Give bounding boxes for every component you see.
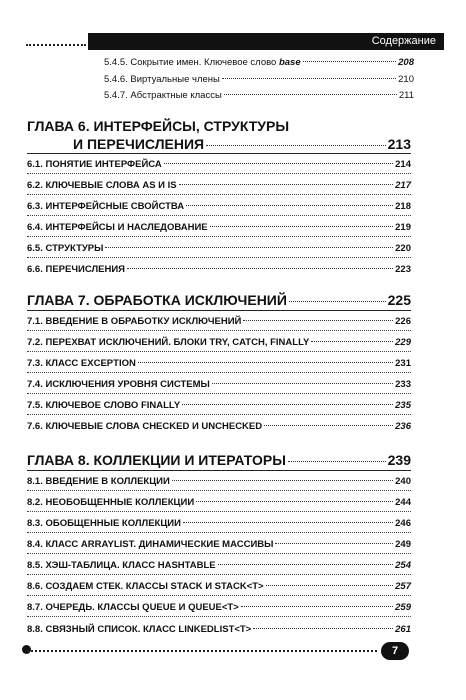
toc-subsection-5-4-6[interactable] <box>104 74 414 85</box>
toc-section-8-7[interactable] <box>27 602 411 613</box>
page-number: 208 <box>398 57 414 68</box>
row-divider <box>27 616 411 617</box>
chapter-8-heading[interactable] <box>27 452 411 468</box>
dot-leader <box>241 606 393 607</box>
toc-subsection-5-4-5[interactable] <box>104 57 414 68</box>
entry-title: 8.5. ХЭШ-ТАБЛИЦА. КЛАСС HASHTABLE <box>27 560 216 571</box>
row-divider <box>27 393 411 394</box>
toc-section-7-4[interactable] <box>27 379 411 390</box>
row-divider <box>27 236 411 237</box>
toc-section-8-2[interactable] <box>27 497 411 508</box>
entry-title: 7.4. ИСКЛЮЧЕНИЯ УРОВНЯ СИСТЕМЫ <box>27 379 210 390</box>
chapter-title: ГЛАВА 7. ОБРАБОТКА ИСКЛЮЧЕНИЙ <box>27 292 287 308</box>
dot-leader <box>105 247 393 248</box>
entry-title: 8.7. ОЧЕРЕДЬ. КЛАССЫ QUEUE И QUEUE<T> <box>27 602 239 613</box>
row-divider <box>27 490 411 491</box>
page-number: 226 <box>395 316 411 327</box>
entry-title: 6.1. ПОНЯТИЕ ИНТЕРФЕЙСА <box>27 159 162 170</box>
page-number: 231 <box>395 358 411 369</box>
chapter-6-title-line1[interactable]: ГЛАВА 6. ИНТЕРФЕЙСЫ, СТРУКТУРЫ <box>27 118 290 134</box>
dot-leader <box>218 564 394 565</box>
dot-leader <box>275 543 393 544</box>
page-number: 240 <box>395 476 411 487</box>
toc-section-8-6[interactable] <box>27 581 411 592</box>
page-number: 235 <box>395 400 411 411</box>
entry-title: 7.1. ВВЕДЕНИЕ В ОБРАБОТКУ ИСКЛЮЧЕНИЙ <box>27 316 242 327</box>
page-number: 220 <box>395 243 411 254</box>
entry-title: 7.6. КЛЮЧЕВЫЕ СЛОВА CHECKED И UNCHECKED <box>27 421 263 432</box>
dot-leader <box>288 461 386 462</box>
row-divider <box>27 257 411 258</box>
chapter-rule <box>27 310 411 311</box>
entry-title: 6.3. ИНТЕРФЕЙСНЫЕ СВОЙСТВА <box>27 201 185 212</box>
entry-title: 8.1. ВВЕДЕНИЕ В КОЛЛЕКЦИИ <box>27 476 170 487</box>
dot-leader <box>266 585 394 586</box>
toc-section-6-4[interactable] <box>27 222 411 233</box>
chapter-6-heading[interactable] <box>27 136 411 152</box>
page-number: 218 <box>395 201 411 212</box>
entry-title: 5.4.5. Сокрытие имен. Ключевое слово <box>104 57 279 68</box>
entry-title: 8.8. СВЯЗНЫЙ СПИСОК. КЛАСС LINKEDLIST<T> <box>27 624 252 635</box>
page-number: 233 <box>395 379 411 390</box>
page-number: 211 <box>398 90 414 101</box>
toc-section-7-6[interactable] <box>27 421 411 432</box>
row-divider <box>27 595 411 596</box>
page-number: 236 <box>395 421 411 432</box>
page-number: 223 <box>395 264 411 275</box>
chapter-rule <box>27 153 411 154</box>
page-number: 249 <box>395 539 411 550</box>
chapter-rule <box>27 470 411 471</box>
page-number: 261 <box>395 624 411 635</box>
entry-title: 8.3. ОБОБЩЕННЫЕ КОЛЛЕКЦИИ <box>27 518 181 529</box>
page-number: 210 <box>398 74 414 85</box>
toc-section-6-1[interactable] <box>27 159 411 170</box>
toc-section-6-3[interactable] <box>27 201 411 212</box>
page-number: 239 <box>387 452 411 468</box>
dot-leader <box>210 226 394 227</box>
footer-page-number: 7 <box>391 645 399 657</box>
entry-title: 8.4. КЛАСС ARRAYLIST. ДИНАМИЧЕСКИЕ МАССИВЫ <box>27 539 274 550</box>
dot-leader <box>253 628 393 629</box>
page-number: 244 <box>395 497 411 508</box>
toc-section-6-5[interactable] <box>27 243 411 254</box>
toc-section-8-4[interactable] <box>27 539 411 550</box>
row-divider <box>27 511 411 512</box>
dot-leader <box>164 163 393 164</box>
toc-section-7-1[interactable] <box>27 316 411 327</box>
entry-title: 8.2. НЕОБОБЩЕННЫЕ КОЛЛЕКЦИИ <box>27 497 195 508</box>
dot-leader <box>224 94 397 95</box>
entry-emph: base <box>278 57 301 68</box>
dot-leader <box>289 301 386 302</box>
dot-leader <box>182 404 393 405</box>
entry-title: 6.2. КЛЮЧЕВЫЕ СЛОВА AS И IS <box>27 180 177 191</box>
page-number: 246 <box>395 518 411 529</box>
toc-section-8-1[interactable] <box>27 476 411 487</box>
row-divider <box>27 372 411 373</box>
chapter-7-heading[interactable] <box>27 292 411 308</box>
page-number: 225 <box>387 292 411 308</box>
toc-section-6-6[interactable] <box>27 264 411 275</box>
dot-leader <box>264 425 393 426</box>
dot-leader <box>243 320 393 321</box>
entry-title: 6.6. ПЕРЕЧИСЛЕНИЯ <box>27 264 125 275</box>
entry-title: 6.4. ИНТЕРФЕЙСЫ И НАСЛЕДОВАНИЕ <box>27 222 208 233</box>
entry-title: 6.5. СТРУКТУРЫ <box>27 243 104 254</box>
row-divider <box>27 532 411 533</box>
dot-leader <box>222 78 396 79</box>
row-divider <box>27 215 411 216</box>
toc-section-8-8[interactable] <box>27 624 411 635</box>
dot-leader <box>172 480 393 481</box>
dot-leader <box>179 184 394 185</box>
page-number: 257 <box>395 581 411 592</box>
row-divider <box>27 173 411 174</box>
chapter-title: ГЛАВА 8. КОЛЛЕКЦИИ И ИТЕРАТОРЫ <box>27 452 286 468</box>
row-divider <box>27 351 411 352</box>
footer-dotted-line <box>27 650 377 652</box>
dot-leader <box>183 522 393 523</box>
dot-leader <box>311 341 393 342</box>
toc-section-6-2[interactable] <box>27 180 411 191</box>
entry-title: 8.6. СОЗДАЕМ СТЕК. КЛАССЫ STACK И STACK<T> <box>27 581 264 592</box>
page-number: 213 <box>387 136 411 152</box>
toc-section-8-3[interactable] <box>27 518 411 529</box>
row-divider <box>27 194 411 195</box>
page-number: 214 <box>395 159 411 170</box>
entry-title: 5.4.7. Абстрактные классы <box>104 90 222 101</box>
toc-subsection-5-4-7[interactable] <box>104 90 414 101</box>
page-number: 217 <box>395 180 411 191</box>
dot-leader <box>212 383 393 384</box>
header-dotted-line <box>26 44 86 46</box>
page-number-badge <box>381 642 409 660</box>
dot-leader <box>206 145 386 146</box>
dot-leader <box>196 501 393 502</box>
row-divider <box>27 414 411 415</box>
entry-title: 5.4.6. Виртуальные члены <box>104 74 220 85</box>
entry-title: 7.3. КЛАСС EXCEPTION <box>27 358 136 369</box>
page-number: 259 <box>395 602 411 613</box>
running-header <box>88 33 444 50</box>
chapter-title-line2: И ПЕРЕЧИСЛЕНИЯ <box>73 136 205 152</box>
row-divider <box>27 574 411 575</box>
entry-title: 7.2. ПЕРЕХВАТ ИСКЛЮЧЕНИЙ. БЛОКИ TRY, CATCH, FINALLY <box>27 337 310 348</box>
page-number: 254 <box>395 560 411 571</box>
dot-leader <box>303 61 397 62</box>
row-divider <box>27 553 411 554</box>
entry-title: 7.5. КЛЮЧЕВОЕ СЛОВО FINALLY <box>27 400 181 411</box>
header-title: Содержание <box>371 35 436 47</box>
toc-section-7-2[interactable] <box>27 337 411 348</box>
page-number: 229 <box>395 337 411 348</box>
page-number: 219 <box>395 222 411 233</box>
toc-section-8-5[interactable] <box>27 560 411 571</box>
row-divider <box>27 330 411 331</box>
dot-leader <box>127 268 393 269</box>
toc-section-7-3[interactable] <box>27 358 411 369</box>
toc-section-7-5[interactable] <box>27 400 411 411</box>
dot-leader <box>138 362 393 363</box>
dot-leader <box>186 205 393 206</box>
